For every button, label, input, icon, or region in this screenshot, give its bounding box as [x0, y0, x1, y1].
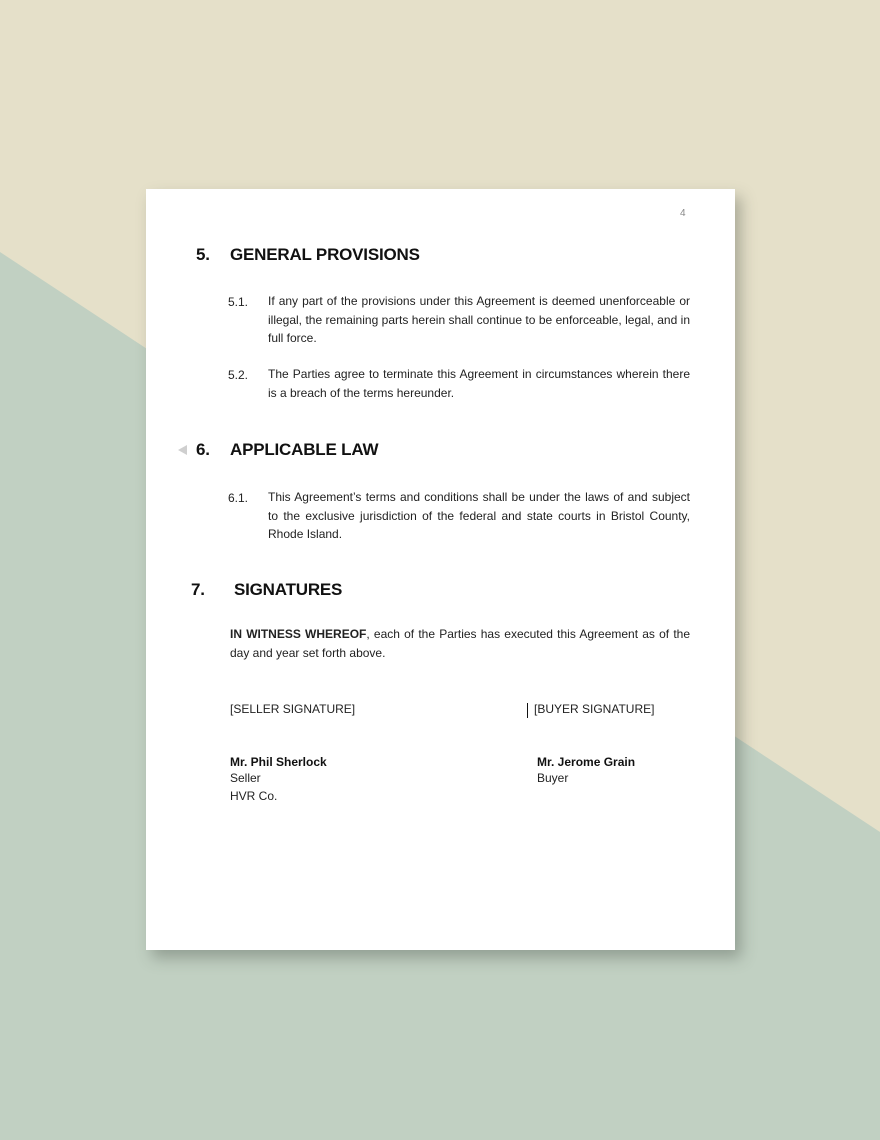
clause-5-1-number: 5.1.	[228, 295, 249, 309]
buyer-block	[537, 755, 635, 787]
section-5-title: GENERAL PROVISIONS	[230, 245, 420, 264]
collapse-triangle-icon[interactable]	[178, 445, 187, 455]
witness-bold-text: IN WITNESS WHEREOF	[230, 627, 367, 641]
section-7-number: 7.	[191, 580, 205, 599]
seller-block	[230, 755, 327, 805]
buyer-signature-placeholder[interactable]: [BUYER SIGNATURE]	[534, 702, 655, 716]
buyer-name: Mr. Jerome Grain	[537, 755, 636, 769]
clause-5-1-text: If any part of the provisions under this Agreement is deemed unenforceable or illegal, the remaining parts herein shall continue to be enforceable, legal, and in full force.	[268, 294, 690, 345]
witness-paragraph	[230, 625, 690, 662]
document-page	[146, 189, 735, 950]
clause-5-2-text: The Parties agree to terminate this Agreement in circumstances wherein there is a breach of the terms hereunder.	[268, 367, 690, 400]
buyer-role: Buyer	[537, 771, 569, 785]
page-number: 4	[680, 208, 686, 219]
section-6-number: 6.	[196, 440, 210, 459]
section-6-title: APPLICABLE LAW	[230, 440, 379, 459]
seller-role: Seller	[230, 771, 261, 785]
seller-name: Mr. Phil Sherlock	[230, 755, 327, 769]
section-5-number: 5.	[196, 245, 210, 264]
text-cursor	[527, 703, 528, 718]
witness-text: , each of the Parties has executed this Agreement as of the day and year set forth above.	[230, 627, 690, 660]
section-7-title: SIGNATURES	[234, 580, 343, 599]
seller-signature-placeholder[interactable]: [SELLER SIGNATURE]	[230, 702, 356, 716]
clause-5-2-number: 5.2.	[228, 368, 249, 382]
clause-6-1-text: This Agreement’s terms and conditions shall be under the laws of and subject to the exclusive jurisdiction of the federal and state courts in Bristol County, Rhode Island.	[268, 490, 690, 541]
seller-company: HVR Co.	[230, 789, 278, 803]
clause-6-1-number: 6.1.	[228, 491, 249, 505]
